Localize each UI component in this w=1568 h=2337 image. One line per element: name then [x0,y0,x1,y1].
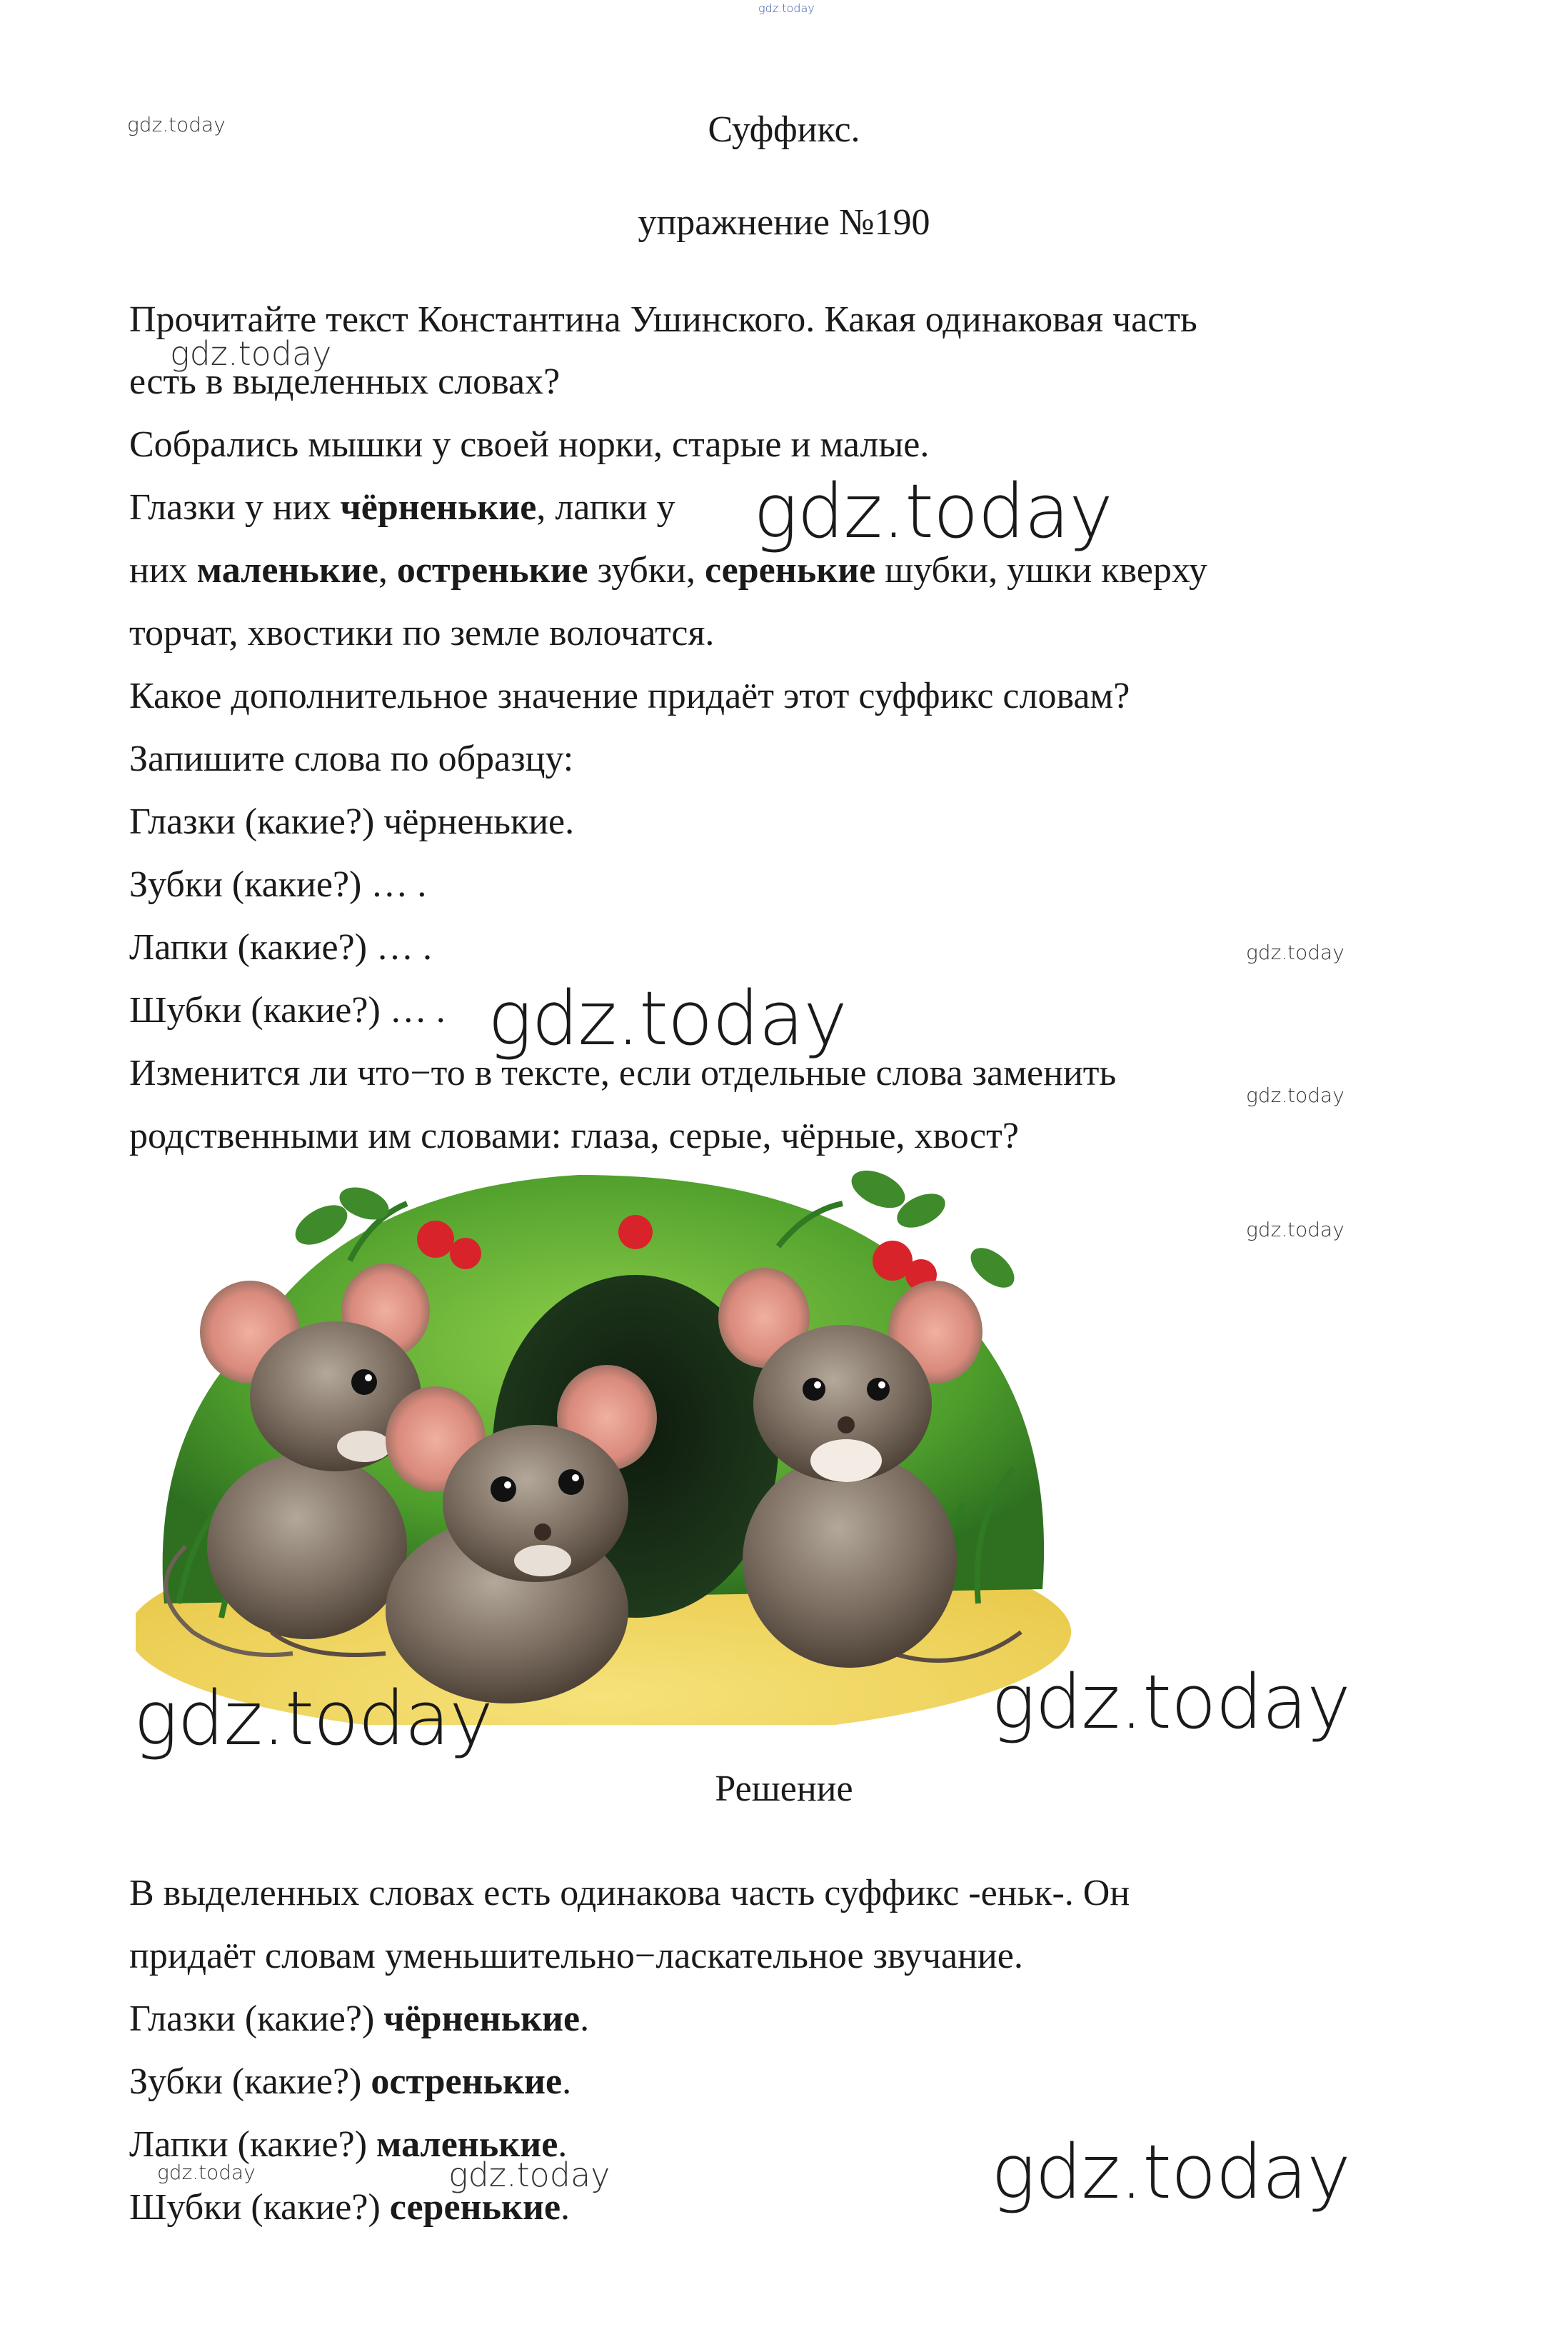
text-line-3: них маленькие, остренькие зубки, серенькие шубки, ушки кверху [129,550,1207,591]
watermark: gdz.today [1246,941,1345,964]
watermark: gdz.today [753,468,1112,555]
question-2: Запишите слова по образцу: [129,739,574,779]
watermark: gdz.today [991,1658,1350,1746]
highlighted-word: серенькие [704,550,876,591]
answer-1: Глазки (какие?) чёрненькие. [129,1998,590,2039]
watermark: gdz.today [448,2156,610,2194]
mice-illustration [136,1161,1071,1725]
text-line-4: торчат, хвостики по земле волочатся. [129,613,715,654]
watermark: gdz.today [170,334,332,373]
watermark: gdz.today [758,1,815,15]
text-line-1: Собрались мышки у своей норки, старые и малые. [129,424,930,465]
watermark: gdz.today [127,113,226,136]
exercise-number: упражнение №190 [638,202,930,243]
solution-heading: Решение [715,1768,853,1809]
highlighted-word: остренькие [396,550,588,591]
task-line-1: Прочитайте текст Константина Ушинского. Какая одинаковая часть [129,299,1197,340]
watermark: gdz.today [134,1675,493,1762]
answer-3: Лапки (какие?) маленькие. [129,2124,568,2165]
question-1: Какое дополнительное значение придаёт этот суффикс словам? [129,676,1130,716]
question-3-line-2: родственными им словами: глаза, серые, чёрные, хвост? [129,1116,1019,1156]
watermark: gdz.today [488,975,847,1062]
example-1: Глазки (какие?) чёрненькие. [129,801,575,842]
solution-line-2: придаёт словам уменьшительно−ласкательное звучание. [129,1936,1023,1976]
page-title: Суффикс. [708,109,860,150]
watermark: gdz.today [1246,1084,1345,1107]
example-3: Лапки (какие?) … . [129,927,433,968]
answer-2: Зубки (какие?) остренькие. [129,2061,572,2102]
watermark: gdz.today [1246,1218,1345,1241]
answer-4: Шубки (какие?) серенькие. [129,2187,571,2228]
text-line-2: Глазки у них чёрненькие, лапки у [129,487,675,528]
watermark: gdz.today [157,2161,256,2184]
highlighted-word: маленькие [196,550,378,591]
highlighted-word: чёрненькие [340,487,537,528]
watermark: gdz.today [991,2128,1350,2216]
solution-line-1: В выделенных словах есть одинакова часть суффикс -еньк-. Он [129,1873,1130,1913]
question-3-line-1: Изменится ли что−то в тексте, если отдельные слова заменить [129,1053,1117,1094]
example-4: Шубки (какие?) … . [129,990,446,1031]
example-2: Зубки (какие?) … . [129,864,427,905]
task-line-2: есть в выделенных словах? [129,361,561,402]
